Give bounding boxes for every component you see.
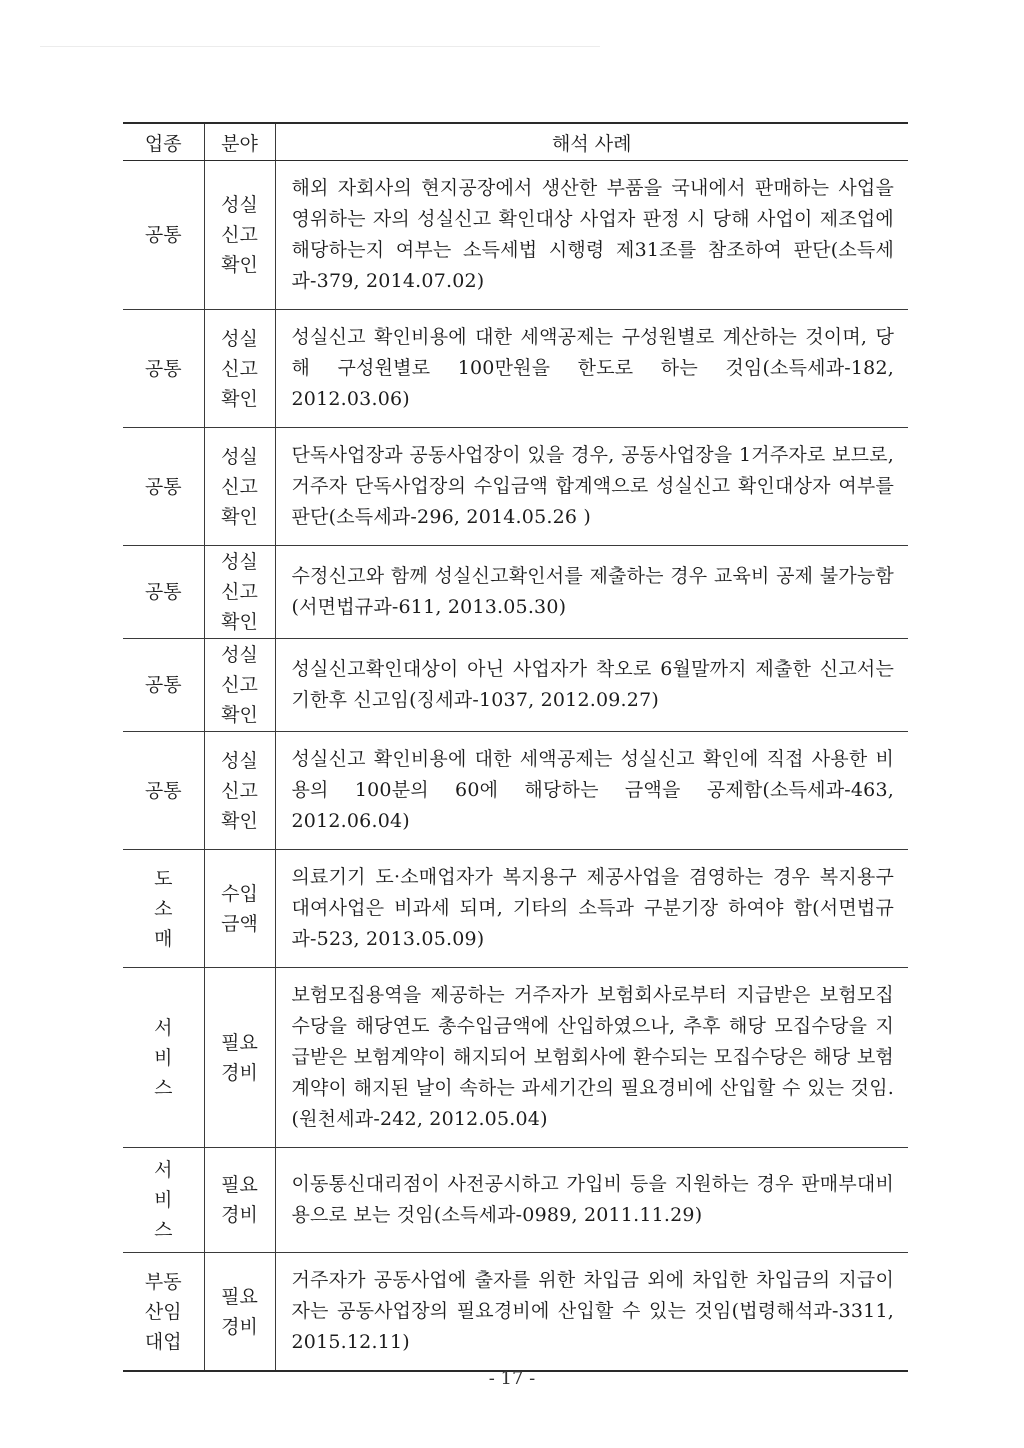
case-description-cell: 성실신고확인대상이 아닌 사업자가 착오로 6월말까지 제출한 신고서는 기한후 신고임(징세과-1037, 2012.09.27) xyxy=(275,639,908,732)
table-row xyxy=(123,546,908,639)
industry-cell: 공통 xyxy=(123,732,204,850)
case-description-cell: 성실신고 확인비용에 대한 세액공제는 성실신고 확인에 직접 사용한 비용의 100분의 60에 해당하는 금액을 공제함(소득세과-463, 2012.06.04) xyxy=(275,732,908,850)
table-row xyxy=(123,850,908,968)
case-description-cell: 수정신고와 함께 성실신고확인서를 제출하는 경우 교육비 공제 불가능함(서면법규과-611, 2013.05.30) xyxy=(275,546,908,639)
header-industry: 업종 xyxy=(123,123,204,161)
case-description-cell: 이동통신대리점이 사전공시하고 가입비 등을 지원하는 경우 판매부대비용으로 보는 것임(소득세과-0989, 2011.11.29) xyxy=(275,1148,908,1253)
header-field: 분야 xyxy=(204,123,275,161)
industry-cell: 공통 xyxy=(123,310,204,428)
case-description-cell: 성실신고 확인비용에 대한 세액공제는 구성원별로 계산하는 것이며, 당해 구성원별로 100만원을 한도로 하는 것임(소득세과-182, 2012.03.06) xyxy=(275,310,908,428)
table-row xyxy=(123,161,908,310)
industry-cell: 공통 xyxy=(123,639,204,732)
header-case: 해석 사례 xyxy=(275,123,908,161)
field-cell: 필요 경비 xyxy=(204,1148,275,1253)
field-cell: 성실 신고 확인 xyxy=(204,428,275,546)
table-row xyxy=(123,1148,908,1253)
field-cell: 수입 금액 xyxy=(204,850,275,968)
field-cell: 필요 경비 xyxy=(204,1253,275,1372)
scan-artifact-line xyxy=(40,46,600,47)
case-description-cell: 해외 자회사의 현지공장에서 생산한 부품을 국내에서 판매하는 사업을 영위하는 자의 성실신고 확인대상 사업자 판정 시 당해 사업이 제조업에 해당하는지 여부는 소득세법 시행령 제31조를 참조하여 판단(소득세과-379, 2014.07.02) xyxy=(275,161,908,310)
case-description-cell: 단독사업장과 공동사업장이 있을 경우, 공동사업장을 1거주자로 보므로, 거주자 단독사업장의 수입금액 합계액으로 성실신고 확인대상자 여부를 판단(소득세과-296, 2014.05.26 ) xyxy=(275,428,908,546)
industry-cell: 서 비 스 xyxy=(123,1148,204,1253)
table-row xyxy=(123,310,908,428)
industry-cell: 서 비 스 xyxy=(123,968,204,1148)
field-cell: 필요 경비 xyxy=(204,968,275,1148)
case-description-cell: 의료기기 도·소매업자가 복지용구 제공사업을 겸영하는 경우 복지용구 대여사업은 비과세 되며, 기타의 소득과 구분기장 하여야 함(서면법규과-523, 2013.05.09) xyxy=(275,850,908,968)
industry-cell: 공통 xyxy=(123,546,204,639)
table-header-row xyxy=(123,123,908,161)
industry-cell: 공통 xyxy=(123,428,204,546)
industry-cell: 도 소 매 xyxy=(123,850,204,968)
case-description-cell: 거주자가 공동사업에 출자를 위한 차입금 외에 차입한 차입금의 지급이자는 공동사업장의 필요경비에 산입할 수 있는 것임(법령해석과-3311, 2015.12.11) xyxy=(275,1253,908,1372)
industry-cell: 공통 xyxy=(123,161,204,310)
table-row xyxy=(123,968,908,1148)
case-description-cell: 보험모집용역을 제공하는 거주자가 보험회사로부터 지급받은 보험모집수당을 해당연도 총수입금액에 산입하였으나, 추후 해당 모집수당을 지급받은 보험계약이 해지되어 보험회사에 환수되는 모집수당은 해당 보험계약이 해지된 날이 속하는 과세기간의 필요경비에 산입할 수 있는 것임.(원천세과-242, 2012.05.04) xyxy=(275,968,908,1148)
page-number: - 17 - xyxy=(488,1368,536,1389)
field-cell: 성실 신고 확인 xyxy=(204,546,275,639)
field-cell: 성실 신고 확인 xyxy=(204,310,275,428)
table-row xyxy=(123,428,908,546)
field-cell: 성실 신고 확인 xyxy=(204,639,275,732)
table-row xyxy=(123,1253,908,1372)
table-row xyxy=(123,639,908,732)
interpretation-cases-table xyxy=(123,122,908,1372)
industry-cell: 부동 산임 대업 xyxy=(123,1253,204,1372)
field-cell: 성실 신고 확인 xyxy=(204,732,275,850)
table-row xyxy=(123,732,908,850)
field-cell: 성실 신고 확인 xyxy=(204,161,275,310)
